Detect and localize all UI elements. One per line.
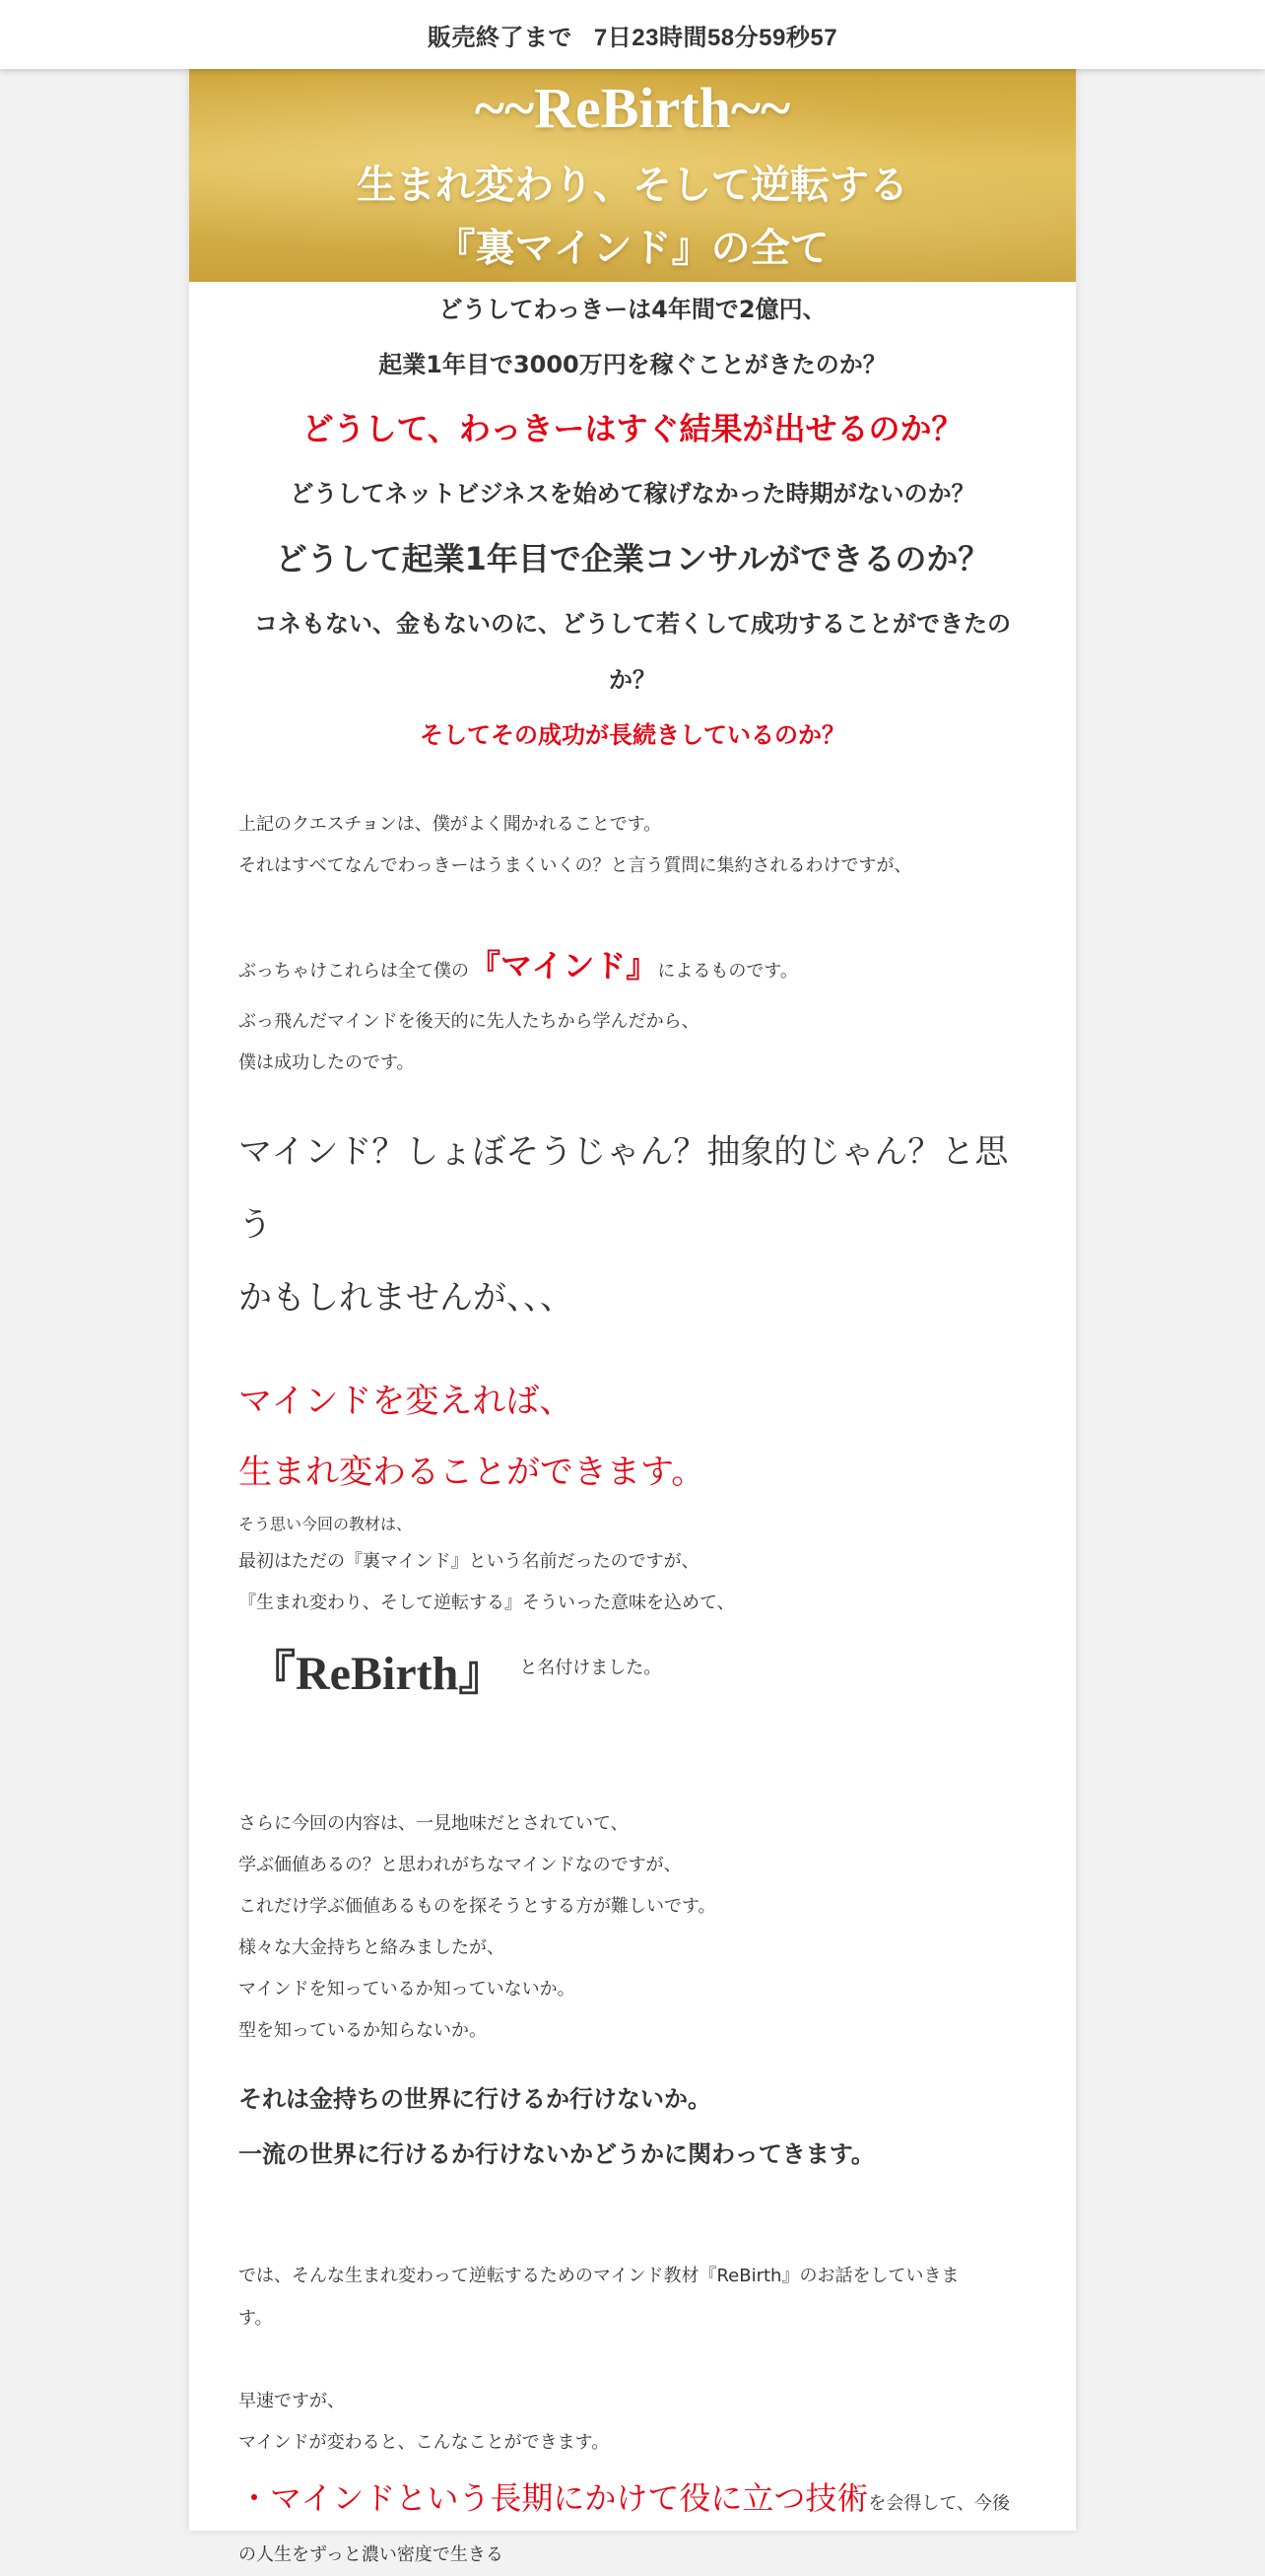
hero-subtitle-line1: 生まれ変わり、そして逆転する: [357, 163, 908, 208]
paragraph-5-line6: 型を知っているか知らないか。: [238, 2020, 487, 2041]
bullet-suffix: を会得して、今後: [868, 2493, 1011, 2514]
question-1-line2: 起業1年目で3000万円を稼ぐことがきたのか？: [378, 351, 887, 378]
paragraph-2: [238, 936, 1027, 1001]
question-3: どうしてネットビジネスを始めて稼げなかった時期がないのか？: [290, 480, 975, 508]
rebirth-naming: [238, 1624, 1027, 1713]
paragraph-3-line1: ぶっ飛んだマインドを後天的に先人たちから学んだから、: [238, 1011, 699, 1032]
paragraph-6-line2: す。: [238, 2308, 273, 2329]
paragraph-5-line5: マインドを知っているか知っていないか。: [238, 1979, 575, 2000]
countdown-remaining: 7日23時間58分59秒57: [593, 24, 838, 51]
paragraph-1-line1: 上記のクエスチョンは、僕がよく聞かれることです。: [238, 814, 662, 835]
paragraph-4-line1: そう思い今回の教材は、: [238, 1515, 413, 1533]
hero-banner: [189, 69, 1076, 282]
main-content: [189, 763, 1076, 2576]
big-text-line2: かもしれませんが、、、: [238, 1278, 573, 1318]
bullet-red-text: ・マインドという長期にかけて役に立つ技術: [238, 2479, 869, 2517]
bold-statement-line2: 一流の世界に行けるか行けないかどうかに関わってきます。: [238, 2140, 875, 2168]
bullet-item-line2: の人生をずっと濃い密度で生きる: [238, 2544, 503, 2565]
question-4: どうして起業1年目で企業コンサルができるのか？: [275, 540, 990, 577]
paragraph-4-line3: 『生まれ変わり、そして逆転する』そういった意味を込めて、: [238, 1593, 735, 1613]
question-2: どうして、わっきーはすぐ結果が出せるのか？: [301, 410, 964, 447]
red-heading-line2: 生まれ変わることができます。: [238, 1453, 705, 1492]
paragraph-5-line4: 様々な大金持ちと絡みましたが、: [238, 1937, 504, 1958]
paragraph-7-line2: マインドが変わると、こんなことができます。: [238, 2432, 610, 2453]
mind-highlight: 『マインド』: [469, 947, 658, 984]
paragraph-2-prefix: ぶっちゃけこれらは全て僕の: [238, 961, 469, 982]
question-5-line2: か？: [609, 666, 656, 694]
paragraph-1-line2: それはすべてなんでわっきーはうまくいくの？と言う質問に集約されるわけですが、: [238, 855, 912, 876]
question-1-line1: どうしてわっきーは4年間で2億円、: [438, 296, 827, 323]
countdown-timer: [428, 18, 837, 52]
bullet-item: [238, 2468, 1027, 2535]
question-5-line1: コネもない、金もないのに、どうして若くして成功することができたの: [254, 610, 1011, 638]
paragraph-3-line2: 僕は成功したのです。: [238, 1052, 415, 1073]
rebirth-name: 『ReBirth』: [248, 1647, 506, 1700]
paragraph-5-line2: 学ぶ価値あるの？と思われがちなマインドなのですが、: [238, 1855, 682, 1875]
paragraph-6-line1: では、そんな生まれ変わって逆転するためのマインド教材『ReBirth』のお話をしていきま: [238, 2266, 960, 2286]
big-text-line1: マインド？しょぼそうじゃん？抽象的じゃん？と思う: [238, 1132, 1009, 1245]
hero-subtitle-line2: 『裏マインド』の全て: [435, 226, 830, 271]
question-6: そしてその成功が長続きしているのか？: [420, 721, 845, 749]
paragraph-4-line2: 最初はただの『裏マインド』という名前だったのですが、: [238, 1551, 699, 1572]
sales-page: [189, 69, 1076, 2565]
rebirth-suffix: と名付けました。: [519, 1658, 662, 1678]
paragraph-2-suffix: によるものです。: [657, 961, 798, 982]
paragraph-5-line1: さらに今回の内容は、一見地味だとされていて、: [238, 1813, 629, 1834]
question-list: [189, 282, 1076, 763]
paragraph-5-line3: これだけ学ぶ価値あるものを探そうとする方が難しいです。: [238, 1896, 716, 1917]
hero-title: ~~ReBirth~~: [474, 76, 791, 140]
bold-statement-line1: それは金持ちの世界に行けるか行けないか。: [238, 2085, 711, 2113]
paragraph-7-line1: 早速ですが、: [238, 2391, 345, 2411]
red-heading-line1: マインドを変えれば、: [238, 1382, 573, 1421]
countdown-bar: [0, 0, 1265, 69]
countdown-label: 販売終了まで: [427, 24, 572, 51]
